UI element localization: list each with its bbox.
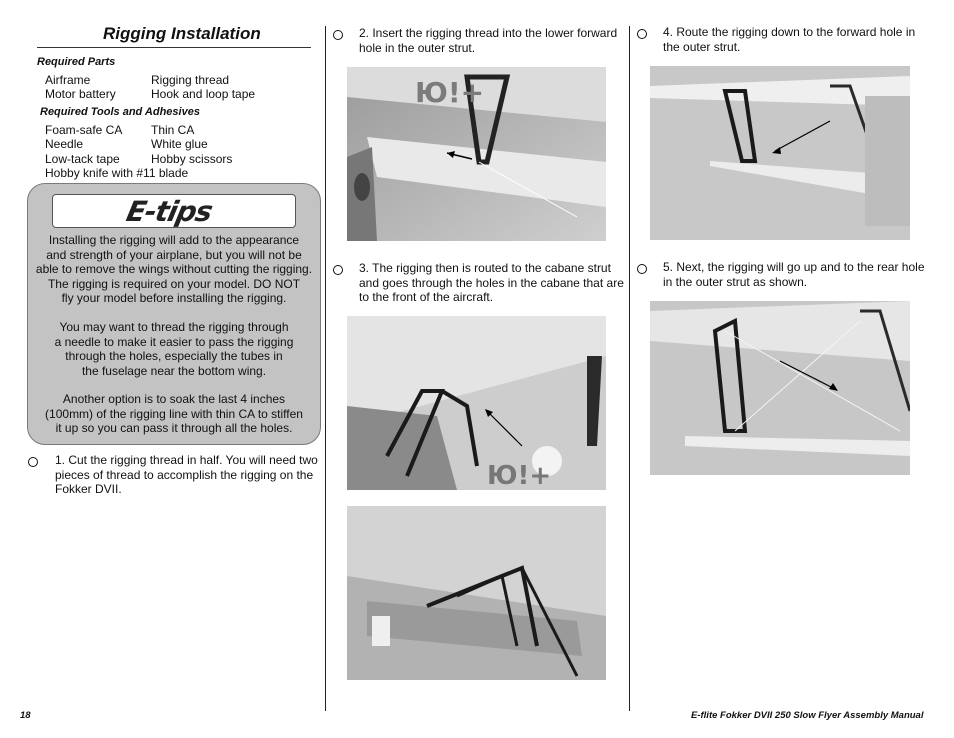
checkbox-circle-icon[interactable] — [333, 265, 343, 275]
step-line: and goes through the holes in the cabane that are — [359, 275, 624, 290]
step-5-text — [663, 260, 925, 289]
etips-box — [27, 183, 321, 445]
step-line: Fokker DVII. — [55, 482, 122, 497]
etips-paragraph — [32, 392, 316, 436]
etips-line: (100mm) of the rigging line with thin CA to stiffen — [45, 406, 303, 421]
step-2-text — [359, 26, 617, 55]
title-divider — [37, 47, 311, 48]
photo-cabane-detail — [347, 506, 606, 680]
photo-marking: Ю!+ — [487, 461, 552, 490]
etips-line: Another option is to soak the last 4 inches — [62, 392, 286, 406]
step-line: the outer strut. — [663, 39, 741, 54]
photo-illustration — [650, 301, 910, 475]
etips-line: and strength of your airplane, but you will not be — [46, 247, 302, 262]
tool-item: Low-tack tape — [45, 152, 120, 166]
photo-outer-strut-hole — [347, 67, 606, 241]
step-line: 4. Route the rigging down to the forward hole in — [663, 25, 916, 39]
checkbox-circle-icon[interactable] — [28, 457, 38, 467]
step-line: in the outer strut as shown. — [663, 274, 808, 289]
etips-line: the fuselage near the bottom wing. — [81, 363, 267, 378]
etips-line: through the holes, especially the tubes in — [65, 349, 283, 364]
etips-paragraph — [32, 233, 316, 306]
step-4-text — [663, 25, 915, 54]
column-divider — [325, 26, 326, 711]
step-line: to the front of the aircraft. — [359, 290, 494, 305]
required-parts-heading: Required Parts — [37, 56, 116, 68]
part-item: Airframe — [45, 73, 91, 87]
part-item: Rigging thread — [151, 73, 230, 87]
photo-forward-hole — [650, 66, 910, 240]
part-item: Motor battery — [45, 87, 116, 101]
photo-illustration — [347, 67, 606, 241]
etips-paragraph — [32, 320, 316, 378]
photo-illustration — [650, 66, 910, 240]
step-3-text — [359, 261, 624, 305]
step-line: 2. Insert the rigging thread into the lower forward — [359, 26, 618, 40]
step-line: pieces of thread to accomplish the rigging on the — [55, 467, 314, 482]
etips-line: Installing the rigging will add to the appearance — [48, 233, 300, 247]
page-number: 18 — [20, 710, 31, 721]
etips-line: it up so you can pass it through all the holes. — [55, 421, 293, 436]
photo-illustration — [347, 506, 606, 680]
required-tools-heading: Required Tools and Adhesives — [40, 106, 200, 118]
step-line: 1. Cut the rigging thread in half. You will need two — [55, 453, 318, 467]
etips-line: fly your model before installing the rigging. — [61, 291, 287, 306]
column-divider — [629, 26, 630, 711]
checkbox-circle-icon[interactable] — [637, 29, 647, 39]
step-line: hole in the outer strut. — [359, 40, 476, 55]
etips-line: a needle to make it easier to pass the rigging — [54, 334, 294, 349]
step-1-text — [55, 453, 318, 497]
etips-line: The rigging is required on your model. DO NOT — [47, 276, 301, 291]
step-line: 3. The rigging then is routed to the cabane strut — [359, 261, 611, 275]
etips-logo: E-tips — [123, 195, 215, 228]
etips-line: able to remove the wings without cutting the rigging. — [35, 262, 313, 277]
photo-marking: Ю!+ — [415, 76, 485, 109]
photo-cabane-routing — [347, 316, 606, 490]
etips-logo-frame — [52, 194, 296, 228]
section-title: Rigging Installation — [103, 24, 261, 43]
photo-illustration — [347, 316, 606, 490]
tool-item: Foam-safe CA — [45, 123, 123, 137]
tool-item: Needle — [45, 137, 84, 151]
etips-line: You may want to thread the rigging through — [59, 320, 289, 334]
part-item: Hook and loop tape — [151, 87, 256, 101]
checkbox-circle-icon[interactable] — [637, 264, 647, 274]
checkbox-circle-icon[interactable] — [333, 30, 343, 40]
tool-item: White glue — [151, 137, 208, 151]
manual-title: E-flite Fokker DVII 250 Slow Flyer Assembly Manual — [691, 710, 924, 721]
tool-item: Thin CA — [151, 123, 195, 137]
tool-item: Hobby scissors — [151, 152, 233, 166]
photo-rear-hole — [650, 301, 910, 475]
tool-item: Hobby knife with #11 blade — [45, 166, 189, 180]
step-line: 5. Next, the rigging will go up and to the rear hole — [663, 260, 925, 274]
